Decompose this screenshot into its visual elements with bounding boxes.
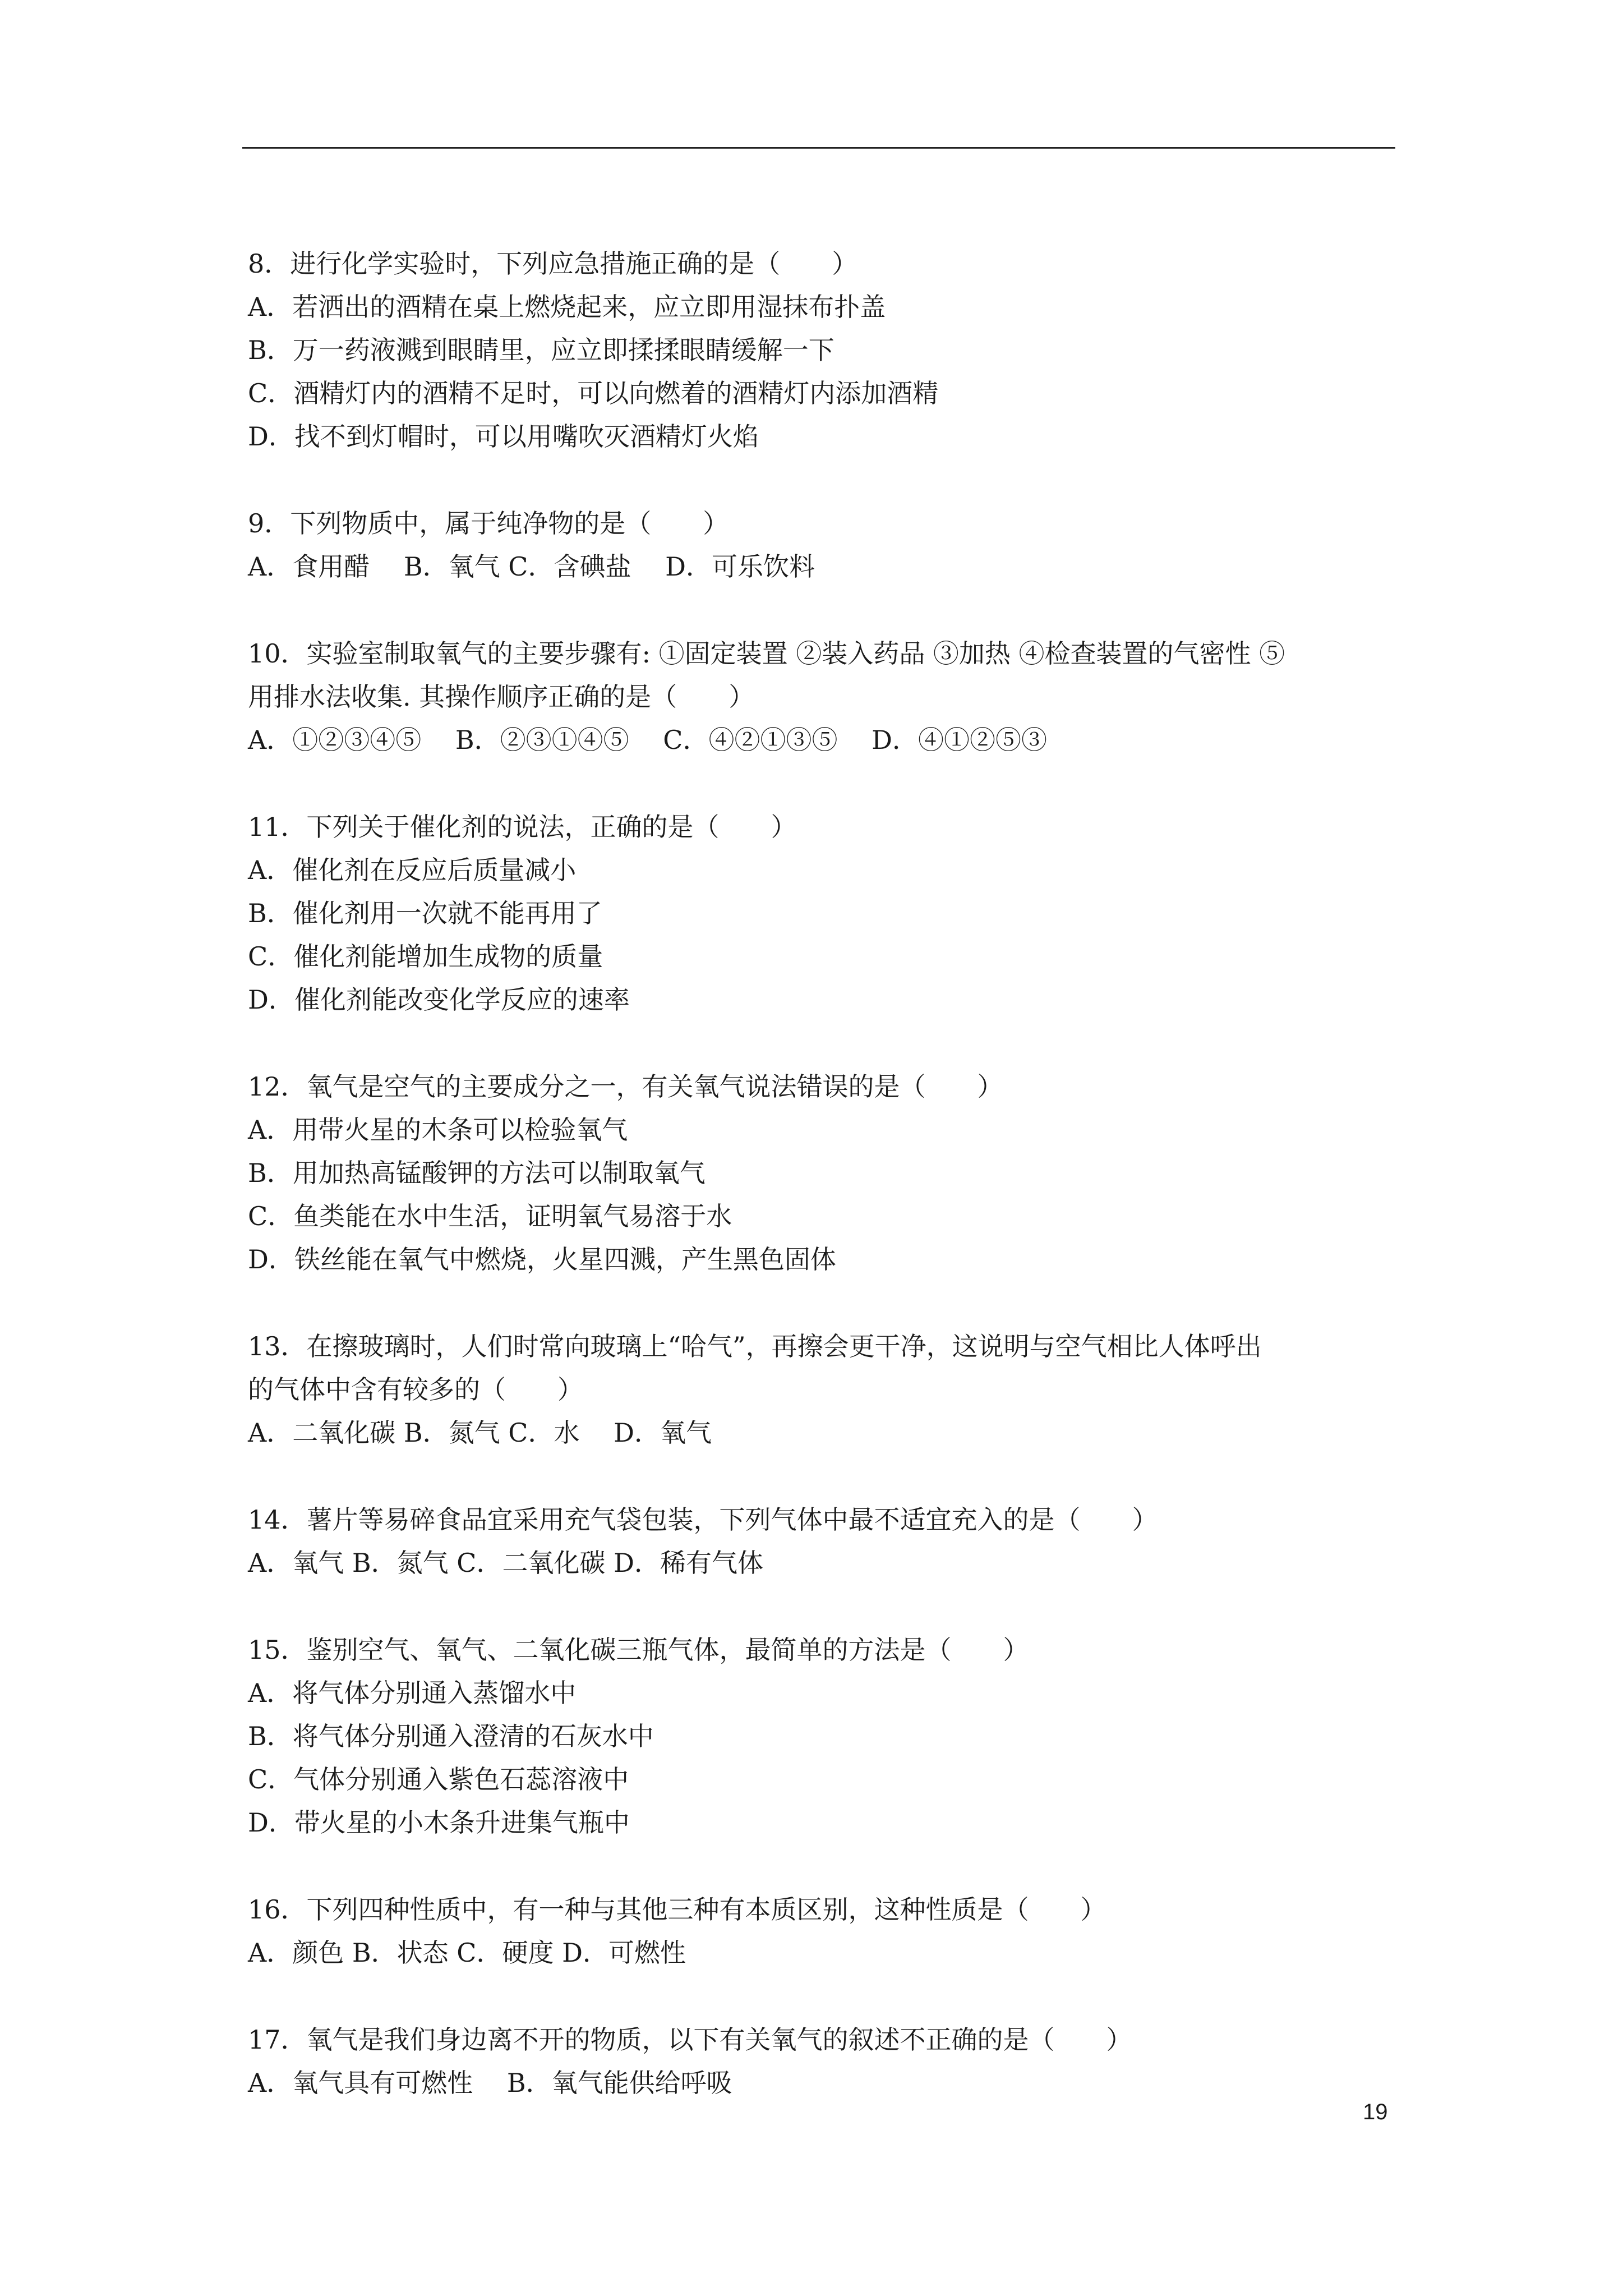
option-b: B．万一药液溅到眼睛里，应立即揉揉眼睛缓解一下 bbox=[248, 335, 834, 365]
option-c: C．酒精灯内的酒精不足时，可以向燃着的酒精灯内添加酒精 bbox=[248, 378, 939, 408]
option-c: C．催化剂能增加生成物的质量 bbox=[248, 941, 603, 972]
question-stem: 8．进行化学实验时，下列应急措施正确的是（ ） bbox=[248, 249, 858, 279]
options-row: A．氧气具有可燃性 B．氧气能供给呼吸 bbox=[248, 2068, 732, 2098]
option-c: C．鱼类能在水中生活，证明氧气易溶于水 bbox=[248, 1201, 732, 1231]
options-row: A．氧气 B．氮气 C．二氧化碳 D．稀有气体 bbox=[248, 1548, 763, 1578]
option-a: A．催化剂在反应后质量减小 bbox=[248, 855, 577, 885]
question-16 bbox=[248, 1888, 1426, 1975]
question-12 bbox=[248, 1065, 1426, 1281]
option-b: B．将气体分别通入澄清的石灰水中 bbox=[248, 1721, 654, 1751]
option-a: A．若洒出的酒精在桌上燃烧起来，应立即用湿抹布扑盖 bbox=[248, 292, 886, 322]
option-d: D．催化剂能改变化学反应的速率 bbox=[248, 984, 630, 1015]
option-a: A．用带火星的木条可以检验氧气 bbox=[248, 1115, 628, 1145]
question-9 bbox=[248, 502, 1426, 588]
option-d: D．找不到灯帽时，可以用嘴吹灭酒精灯火焰 bbox=[248, 421, 759, 452]
option-b: B．用加热高锰酸钾的方法可以制取氧气 bbox=[248, 1158, 706, 1188]
options-row: A．①②③④⑤ B．②③①④⑤ C．④②①③⑤ D．④①②⑤③ bbox=[248, 725, 1047, 755]
question-stem-continued: 用排水法收集. 其操作顺序正确的是（ ） bbox=[248, 682, 755, 712]
question-stem: 10．实验室制取氧气的主要步骤有: ①固定装置 ②装入药品 ③加热 ④检查装置的气密性 ⑤ bbox=[248, 638, 1285, 669]
option-d: D．带火星的小木条升进集气瓶中 bbox=[248, 1807, 630, 1838]
option-d: D．铁丝能在氧气中燃烧，火星四溅，产生黑色固体 bbox=[248, 1244, 836, 1274]
question-14 bbox=[248, 1498, 1426, 1585]
question-11 bbox=[248, 806, 1426, 1022]
options-row: A．食用醋 B．氧气 C．含碘盐 D．可乐饮料 bbox=[248, 551, 815, 582]
question-stem: 12．氧气是空气的主要成分之一，有关氧气说法错误的是（ ） bbox=[248, 1071, 1003, 1102]
question-10 bbox=[248, 632, 1426, 762]
question-stem: 11．下列关于催化剂的说法，正确的是（ ） bbox=[248, 812, 797, 842]
question-stem: 9．下列物质中，属于纯净物的是（ ） bbox=[248, 508, 729, 539]
header-rule bbox=[242, 147, 1395, 149]
question-stem: 14．薯片等易碎食品宜采用充气袋包装，下列气体中最不适宜充入的是（ ） bbox=[248, 1504, 1158, 1535]
page-number: 19 bbox=[1363, 2100, 1388, 2124]
question-13 bbox=[248, 1325, 1426, 1455]
options-row: A．颜色 B．状态 C．硬度 D．可燃性 bbox=[248, 1938, 686, 1968]
question-8 bbox=[248, 242, 1426, 458]
question-stem-continued: 的气体中含有较多的（ ） bbox=[248, 1374, 583, 1405]
question-stem: 15．鉴别空气、氧气、二氧化碳三瓶气体，最简单的方法是（ ） bbox=[248, 1635, 1029, 1665]
question-stem: 17．氧气是我们身边离不开的物质，以下有关氧气的叙述不正确的是（ ） bbox=[248, 2024, 1132, 2055]
option-c: C．气体分别通入紫色石蕊溶液中 bbox=[248, 1764, 629, 1795]
options-row: A．二氧化碳 B．氮气 C．水 D．氧气 bbox=[248, 1418, 712, 1448]
question-list bbox=[248, 242, 1426, 2148]
question-stem: 13．在擦玻璃时，人们时常向玻璃上“哈气”，再擦会更干净，这说明与空气相比人体呼出 bbox=[248, 1331, 1262, 1361]
question-stem: 16．下列四种性质中，有一种与其他三种有本质区别，这种性质是（ ） bbox=[248, 1894, 1106, 1925]
question-15 bbox=[248, 1628, 1426, 1844]
option-a: A．将气体分别通入蒸馏水中 bbox=[248, 1678, 577, 1708]
option-b: B．催化剂用一次就不能再用了 bbox=[248, 898, 602, 928]
question-17 bbox=[248, 2018, 1426, 2105]
